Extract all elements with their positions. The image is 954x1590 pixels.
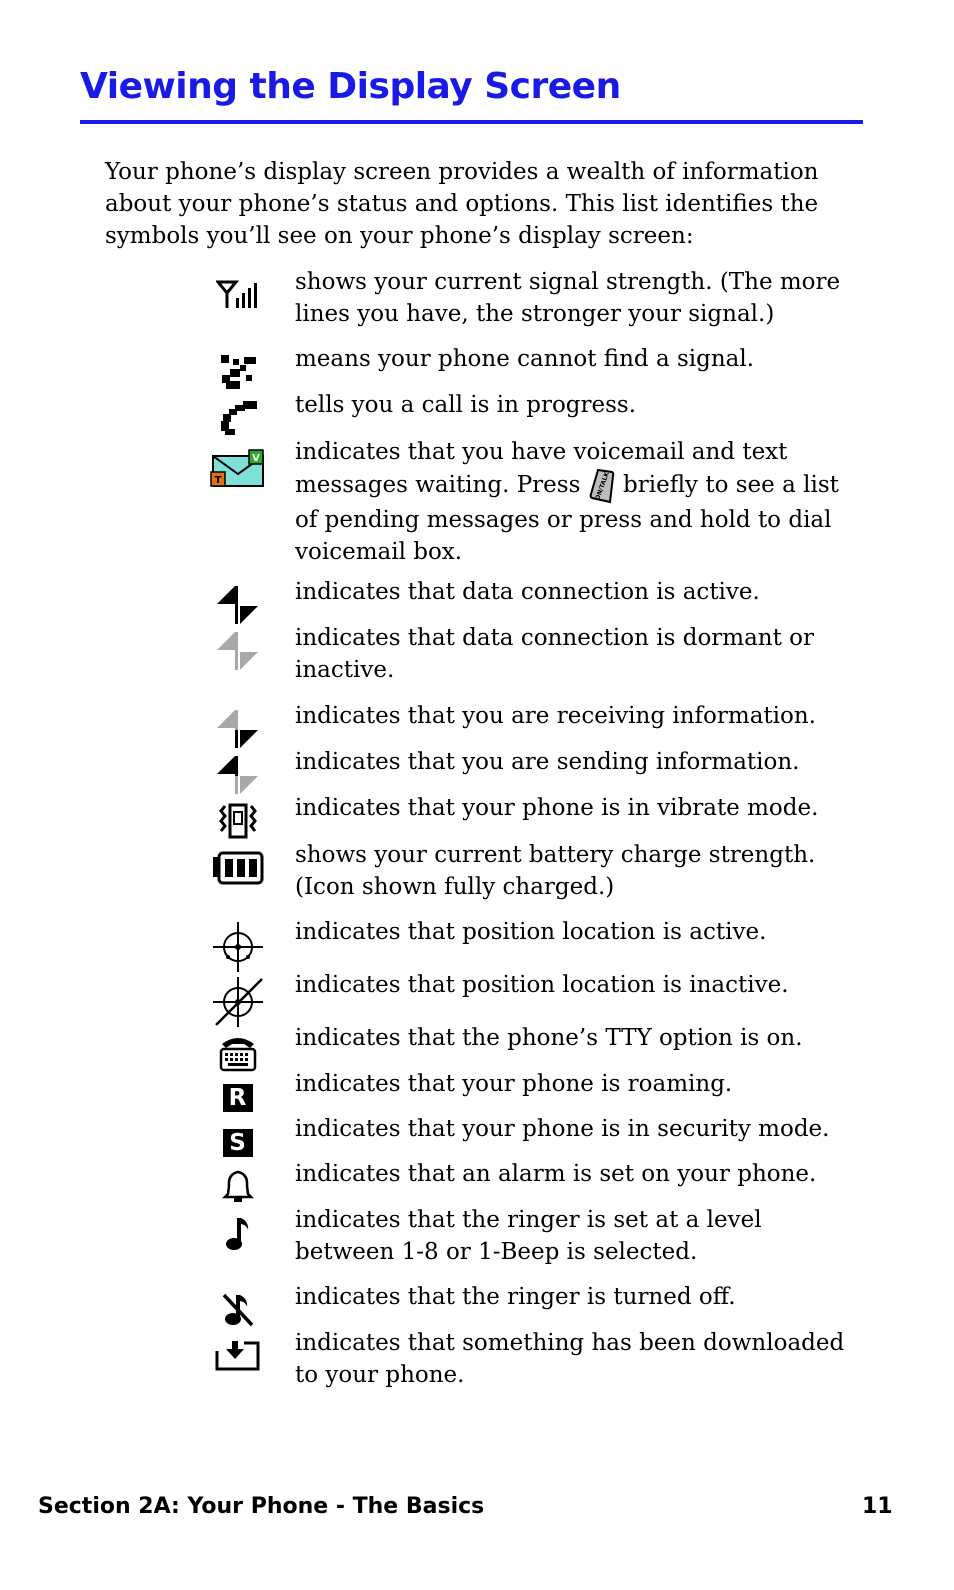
- icon-description: [295, 436, 855, 568]
- icon-description: indicates that your phone is roaming.: [295, 1071, 733, 1097]
- footer-section-title: Section 2A: Your Phone - The Basics: [38, 1494, 485, 1519]
- intro-paragraph: Your phone’s display screen provides a wealth of information about your phone’s status and options. This list identifies the symbols you’ll see on your phone’s display screen:: [105, 159, 819, 249]
- call-in-progress-icon: [217, 399, 259, 437]
- ringer-off-icon: [221, 1291, 255, 1327]
- data-active-icon: [215, 584, 261, 626]
- icon-description: indicates that data connection is active.: [295, 579, 760, 605]
- svg-text:T: T: [214, 475, 221, 486]
- download-icon: [214, 1337, 262, 1373]
- no-signal-icon: [218, 353, 258, 391]
- title-rule: [80, 120, 863, 124]
- talk-key-icon: [588, 468, 616, 504]
- data-receiving-icon: [215, 708, 261, 750]
- location-inactive-icon: [210, 975, 266, 1029]
- icon-description: indicates that an alarm is set on your phone.: [295, 1161, 817, 1187]
- voicemail-text-icon: [209, 448, 267, 490]
- icon-description: indicates that you are receiving information.: [295, 703, 816, 729]
- icon-description: indicates that position location is inactive.: [295, 972, 789, 998]
- icon-description: indicates that your phone is in vibrate mode.: [295, 795, 819, 821]
- data-dormant-icon: [215, 630, 261, 672]
- icon-description: indicates that the phone’s TTY option is on.: [295, 1025, 803, 1051]
- security-icon: S: [223, 1129, 253, 1157]
- data-sending-icon: [215, 754, 261, 796]
- icon-description: shows your current battery charge strength. (Icon shown fully charged.): [295, 842, 816, 900]
- tty-icon: [218, 1032, 258, 1072]
- icon-description: indicates that something has been downloaded to your phone.: [295, 1330, 845, 1388]
- vibrate-icon: [215, 802, 261, 840]
- icon-description: indicates that position location is active.: [295, 919, 767, 945]
- svg-text:V: V: [251, 453, 260, 464]
- icon-description: indicates that data connection is dormant or inactive.: [295, 625, 815, 683]
- talk-key-label: ON/TALK: [593, 471, 611, 502]
- alarm-icon: [222, 1170, 254, 1204]
- icon-description: shows your current signal strength. (The more lines you have, the stronger your signal.): [295, 269, 841, 327]
- ringer-on-icon: [223, 1216, 253, 1252]
- voicemail-text-before: indicates that you have voicemail and text messages waiting. Press: [295, 439, 788, 498]
- footer-page-number: 11: [862, 1494, 893, 1519]
- icon-description: means your phone cannot find a signal.: [295, 346, 755, 372]
- location-active-icon: [210, 920, 266, 974]
- icon-description: tells you a call is in progress.: [295, 392, 637, 418]
- voicemail-text-after: briefly to see a list of pending messages or press and hold to dial voicemail box.: [295, 472, 839, 565]
- page-title: Viewing the Display Screen: [80, 66, 621, 107]
- battery-icon: [211, 851, 265, 885]
- icon-description: indicates that the ringer is set at a level between 1-8 or 1-Beep is selected.: [295, 1207, 762, 1265]
- icon-description: indicates that the ringer is turned off.: [295, 1284, 736, 1310]
- icon-description: indicates that you are sending information.: [295, 749, 800, 775]
- signal-strength-icon: [216, 280, 260, 310]
- icon-description: indicates that your phone is in security mode.: [295, 1116, 830, 1142]
- roaming-icon: R: [223, 1084, 253, 1112]
